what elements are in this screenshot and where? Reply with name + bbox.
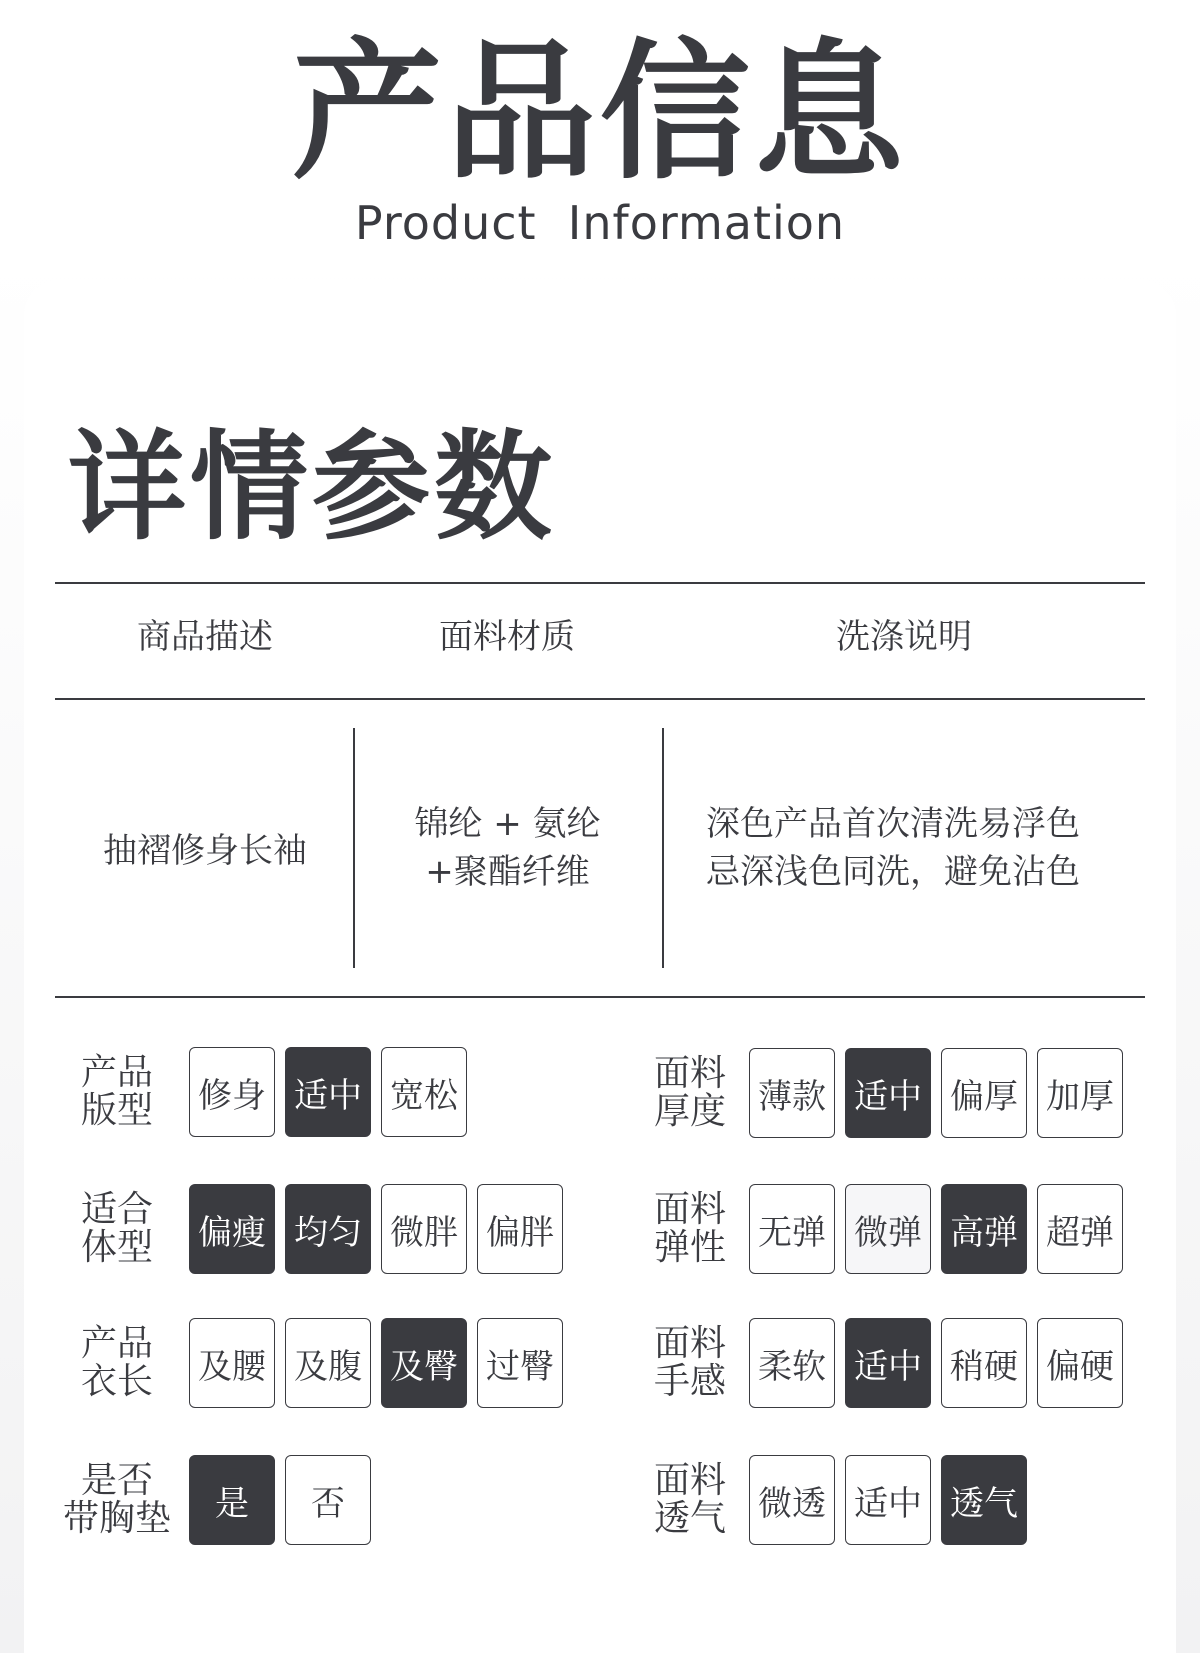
attribute-label-line: 产品 bbox=[80, 1323, 153, 1364]
column-divider bbox=[662, 728, 664, 968]
attribute-label-line: 面料 bbox=[653, 1189, 726, 1230]
option-chip[interactable]: 及腹 bbox=[285, 1318, 371, 1408]
attribute-options bbox=[189, 1318, 563, 1408]
option-chip[interactable]: 薄款 bbox=[749, 1048, 835, 1138]
product-description: 抽褶修身长袖 bbox=[103, 831, 307, 871]
attribute-label bbox=[60, 1462, 174, 1538]
table-top-divider bbox=[55, 582, 1145, 584]
option-chip[interactable]: 偏瘦 bbox=[189, 1184, 275, 1274]
attribute-label bbox=[640, 1325, 740, 1401]
option-chip[interactable]: 适中 bbox=[845, 1048, 931, 1138]
option-chip[interactable]: 透气 bbox=[941, 1455, 1027, 1545]
attribute-label bbox=[640, 1191, 740, 1267]
attribute-label-line: 手感 bbox=[653, 1361, 726, 1402]
material-text: 锦纶 + 氨纶 +聚酯纤维 bbox=[414, 804, 601, 892]
option-chip[interactable]: 否 bbox=[285, 1455, 371, 1545]
option-chip[interactable]: 偏硬 bbox=[1037, 1318, 1123, 1408]
attribute-options bbox=[189, 1184, 563, 1274]
table-header-divider bbox=[55, 698, 1145, 700]
attribute-label-line: 带胸垫 bbox=[62, 1498, 171, 1539]
option-chip[interactable]: 偏胖 bbox=[477, 1184, 563, 1274]
attribute-label bbox=[60, 1325, 174, 1401]
attribute-label-line: 衣长 bbox=[80, 1361, 153, 1402]
attribute-label-line: 面料 bbox=[653, 1323, 726, 1364]
attribute-label-line: 面料 bbox=[653, 1460, 726, 1501]
attribute-label-line: 是否 bbox=[80, 1460, 153, 1501]
option-chip[interactable]: 无弹 bbox=[749, 1184, 835, 1274]
header-description: 商品描述 bbox=[137, 617, 273, 657]
option-chip[interactable]: 柔软 bbox=[749, 1318, 835, 1408]
section-title: 详情参数 bbox=[68, 418, 557, 556]
attribute-label-line: 产品 bbox=[80, 1052, 153, 1093]
attribute-options bbox=[749, 1048, 1123, 1138]
option-chip[interactable]: 修身 bbox=[189, 1047, 275, 1137]
option-chip[interactable]: 微透 bbox=[749, 1455, 835, 1545]
attribute-label-line: 版型 bbox=[80, 1090, 153, 1131]
attribute-label-line: 弹性 bbox=[653, 1227, 726, 1268]
option-chip[interactable]: 过臀 bbox=[477, 1318, 563, 1408]
option-chip[interactable]: 加厚 bbox=[1037, 1048, 1123, 1138]
page-subtitle: Product Information bbox=[354, 196, 846, 250]
washing-instructions: 深色产品首次清洗易浮色 忌深浅色同洗，避免沾色 bbox=[706, 804, 1080, 892]
attribute-label bbox=[640, 1462, 740, 1538]
option-chip[interactable]: 及臀 bbox=[381, 1318, 467, 1408]
option-chip[interactable]: 高弹 bbox=[941, 1184, 1027, 1274]
attribute-options bbox=[189, 1047, 467, 1137]
attribute-label-line: 面料 bbox=[653, 1053, 726, 1094]
attribute-label bbox=[60, 1054, 174, 1130]
attribute-options bbox=[189, 1455, 371, 1545]
option-chip[interactable]: 是 bbox=[189, 1455, 275, 1545]
attribute-options bbox=[749, 1318, 1123, 1408]
header-washing: 洗涤说明 bbox=[836, 617, 972, 657]
option-chip[interactable]: 微胖 bbox=[381, 1184, 467, 1274]
attribute-label bbox=[640, 1055, 740, 1131]
option-chip[interactable]: 微弹 bbox=[845, 1184, 931, 1274]
option-chip[interactable]: 宽松 bbox=[381, 1047, 467, 1137]
attribute-label bbox=[60, 1191, 174, 1267]
page-title: 产品信息 bbox=[291, 26, 908, 200]
attribute-label-line: 透气 bbox=[653, 1498, 726, 1539]
attribute-options bbox=[749, 1455, 1027, 1545]
option-chip[interactable]: 偏厚 bbox=[941, 1048, 1027, 1138]
option-chip[interactable]: 超弹 bbox=[1037, 1184, 1123, 1274]
option-chip[interactable]: 稍硬 bbox=[941, 1318, 1027, 1408]
table-bottom-divider bbox=[55, 996, 1145, 998]
attribute-options bbox=[749, 1184, 1123, 1274]
option-chip[interactable]: 适中 bbox=[845, 1455, 931, 1545]
attribute-label-line: 适合 bbox=[80, 1189, 153, 1230]
option-chip[interactable]: 适中 bbox=[285, 1047, 371, 1137]
attribute-label-line: 体型 bbox=[80, 1227, 153, 1268]
option-chip[interactable]: 及腰 bbox=[189, 1318, 275, 1408]
option-chip[interactable]: 均匀 bbox=[285, 1184, 371, 1274]
attribute-label-line: 厚度 bbox=[653, 1091, 726, 1132]
header-material: 面料材质 bbox=[439, 617, 575, 657]
column-divider bbox=[353, 728, 355, 968]
option-chip[interactable]: 适中 bbox=[845, 1318, 931, 1408]
